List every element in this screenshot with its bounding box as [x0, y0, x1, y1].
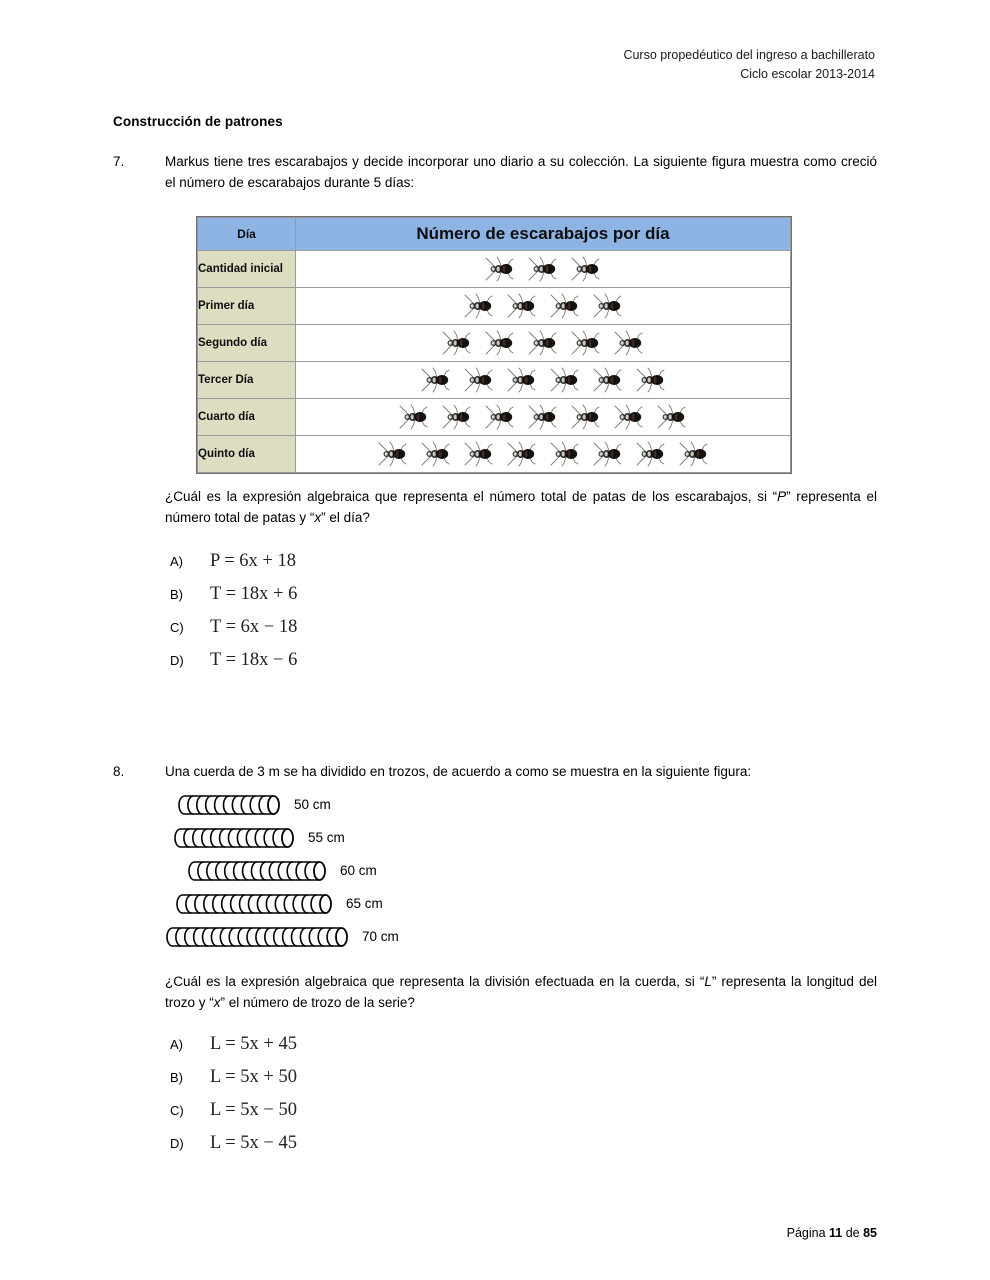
- question-8-number: 8.: [113, 764, 125, 779]
- table-head: [198, 218, 791, 251]
- option-formula: L = 5x − 45: [210, 1133, 297, 1153]
- option-c[interactable]: [166, 1094, 297, 1127]
- beetle-icon: [614, 404, 644, 430]
- rope-length-label-2: 55 cm: [308, 830, 345, 845]
- question-8: [113, 762, 877, 783]
- rope-segments-figure: [165, 788, 725, 953]
- question-7-prompt: [165, 487, 877, 528]
- beetle-group: [296, 251, 790, 287]
- option-letter: B): [170, 1070, 183, 1085]
- option-letter: D): [170, 1136, 184, 1151]
- column-header-beetles-per-day: Número de escarabajos por día: [296, 218, 791, 251]
- beetle-group: [296, 362, 790, 398]
- footer-total-pages: 85: [863, 1226, 877, 1240]
- question-7-number: 7.: [113, 154, 125, 169]
- row-beetles-5: [296, 399, 791, 436]
- row-beetles-4: [296, 362, 791, 399]
- beetle-icon: [421, 367, 451, 393]
- option-formula: L = 5x − 50: [210, 1100, 297, 1120]
- table-row: [198, 436, 791, 473]
- beetle-icon: [464, 293, 494, 319]
- beetle-icon: [593, 367, 623, 393]
- question-7-prompt-part2: ” representa el número total de patas y “: [165, 489, 877, 525]
- document-header: [623, 46, 875, 85]
- option-d[interactable]: [166, 1127, 297, 1160]
- question-8-prompt: [165, 972, 877, 1013]
- option-letter: A): [170, 1037, 183, 1052]
- question-7-prompt-part3: ” el día?: [321, 509, 370, 525]
- beetle-icon: [464, 441, 494, 467]
- rope-coil-5: [165, 926, 353, 948]
- beetle-icon: [657, 404, 687, 430]
- option-formula: T = 18x + 6: [210, 584, 298, 604]
- option-formula: L = 5x + 50: [210, 1067, 297, 1087]
- rope-coil-2: [173, 827, 299, 849]
- question-7-options: [166, 545, 297, 677]
- beetle-icon: [528, 256, 558, 282]
- table-body: [198, 251, 791, 473]
- beetle-icon: [593, 441, 623, 467]
- beetle-icon: [528, 330, 558, 356]
- row-beetles-1: [296, 251, 791, 288]
- rope-segment-3: [165, 854, 725, 887]
- row-label-6: Quinto día: [198, 436, 296, 473]
- beetle-icon: [571, 256, 601, 282]
- option-letter: A): [170, 554, 183, 569]
- question-8-var-l: L: [704, 974, 712, 989]
- question-8-options: [166, 1028, 297, 1160]
- beetle-icon: [507, 293, 537, 319]
- option-formula: L = 5x + 45: [210, 1034, 297, 1054]
- beetle-icon: [679, 441, 709, 467]
- question-8-prompt-part1: ¿Cuál es la expresión algebraica que representa la división efectuada en la cuerda, si “: [165, 974, 705, 989]
- question-8-text: Una cuerda de 3 m se ha dividido en trozos, de acuerdo a como se muestra en la siguiente figura:: [165, 764, 752, 779]
- beetle-icon: [485, 256, 515, 282]
- question-8-row: [113, 762, 877, 783]
- rope-length-label-5: 70 cm: [362, 929, 399, 944]
- beetle-icon: [528, 404, 558, 430]
- beetle-icon: [464, 367, 494, 393]
- option-a[interactable]: [166, 545, 297, 578]
- beetle-icon: [550, 367, 580, 393]
- option-formula: P = 6x + 18: [210, 551, 296, 571]
- beetle-icon: [485, 330, 515, 356]
- question-7-row: [113, 152, 877, 193]
- question-8-prompt-part3: ” el número de trozo de la serie?: [220, 994, 415, 1010]
- question-7-var-x: x: [314, 509, 322, 525]
- row-label-3: Segundo día: [198, 325, 296, 362]
- rope-coil-shape: [175, 893, 337, 915]
- table-row: [198, 288, 791, 325]
- beetle-group: [296, 436, 790, 472]
- rope-coil-shape: [187, 860, 331, 882]
- header-line-cycle: Ciclo escolar 2013-2014: [740, 67, 875, 82]
- rope-coil-4: [175, 893, 337, 915]
- beetle-icon: [636, 367, 666, 393]
- beetle-icon: [507, 367, 537, 393]
- row-label-5: Cuarto día: [198, 399, 296, 436]
- row-label-4: Tercer Día: [198, 362, 296, 399]
- option-letter: C): [170, 1103, 184, 1118]
- question-7: [113, 152, 877, 193]
- rope-segment-5: [165, 920, 725, 953]
- option-letter: B): [170, 587, 183, 602]
- rope-coil-shape: [165, 926, 353, 948]
- row-beetles-3: [296, 325, 791, 362]
- option-formula: T = 6x − 18: [210, 617, 298, 637]
- rope-segment-1: [165, 788, 725, 821]
- row-label-2: Primer día: [198, 288, 296, 325]
- option-b[interactable]: [166, 1061, 297, 1094]
- table-row: [198, 362, 791, 399]
- option-letter: D): [170, 653, 184, 668]
- row-beetles-2: [296, 288, 791, 325]
- beetle-growth-table: [196, 216, 792, 474]
- rope-segment-2: [165, 821, 725, 854]
- beetle-group: [296, 288, 790, 324]
- beetle-icon: [399, 404, 429, 430]
- option-d[interactable]: [166, 644, 297, 677]
- beetle-icon: [636, 441, 666, 467]
- beetle-icon: [507, 441, 537, 467]
- beetle-group: [296, 399, 790, 435]
- section-title: Construcción de patrones: [113, 114, 283, 129]
- column-header-day: Día: [198, 218, 296, 251]
- beetle-icon: [378, 441, 408, 467]
- beetle-icon: [421, 441, 451, 467]
- option-c[interactable]: [166, 611, 297, 644]
- rope-coil-shape: [173, 827, 299, 849]
- rope-segment-4: [165, 887, 725, 920]
- table-beetles: [197, 217, 791, 473]
- beetle-group: [296, 325, 790, 361]
- beetle-icon: [442, 330, 472, 356]
- question-7-prompt-part1: ¿Cuál es la expresión algebraica que representa el número total de patas de los escarabajos, si “: [165, 489, 778, 504]
- row-label-1: Cantidad inicial: [198, 251, 296, 288]
- beetle-icon: [442, 404, 472, 430]
- footer-page-number: 11: [829, 1226, 843, 1240]
- rope-length-label-4: 65 cm: [346, 896, 383, 911]
- option-formula: T = 18x − 6: [210, 650, 298, 670]
- row-beetles-6: [296, 436, 791, 473]
- option-b[interactable]: [166, 578, 297, 611]
- beetle-icon: [550, 293, 580, 319]
- option-letter: C): [170, 620, 184, 635]
- table-row: [198, 251, 791, 288]
- table-row: [198, 399, 791, 436]
- rope-length-label-3: 60 cm: [340, 863, 377, 878]
- question-7-text: Markus tiene tres escarabajos y decide incorporar uno diario a su colección. La siguiente figura muestra como creció el número de escarabajos durante 5 días:: [165, 154, 877, 190]
- beetle-icon: [571, 404, 601, 430]
- header-line-course: Curso propedéutico del ingreso a bachillerato: [623, 48, 875, 62]
- question-7-var-p: P: [777, 489, 787, 504]
- beetle-icon: [550, 441, 580, 467]
- rope-length-label-1: 50 cm: [294, 797, 331, 812]
- rope-coil-1: [177, 794, 285, 816]
- beetle-icon: [571, 330, 601, 356]
- footer-middle: de: [842, 1226, 864, 1240]
- question-8-var-x: x: [213, 994, 221, 1010]
- question-8-prompt-part2: ” representa la longitud del trozo y “: [165, 974, 877, 1010]
- option-a[interactable]: [166, 1028, 297, 1061]
- table-row: [198, 325, 791, 362]
- beetle-icon: [593, 293, 623, 319]
- rope-coil-3: [187, 860, 331, 882]
- page-footer: [787, 1226, 877, 1240]
- footer-prefix: Página: [786, 1226, 830, 1240]
- table-header-row: [198, 218, 791, 251]
- rope-coil-shape: [177, 794, 285, 816]
- beetle-icon: [614, 330, 644, 356]
- beetle-icon: [485, 404, 515, 430]
